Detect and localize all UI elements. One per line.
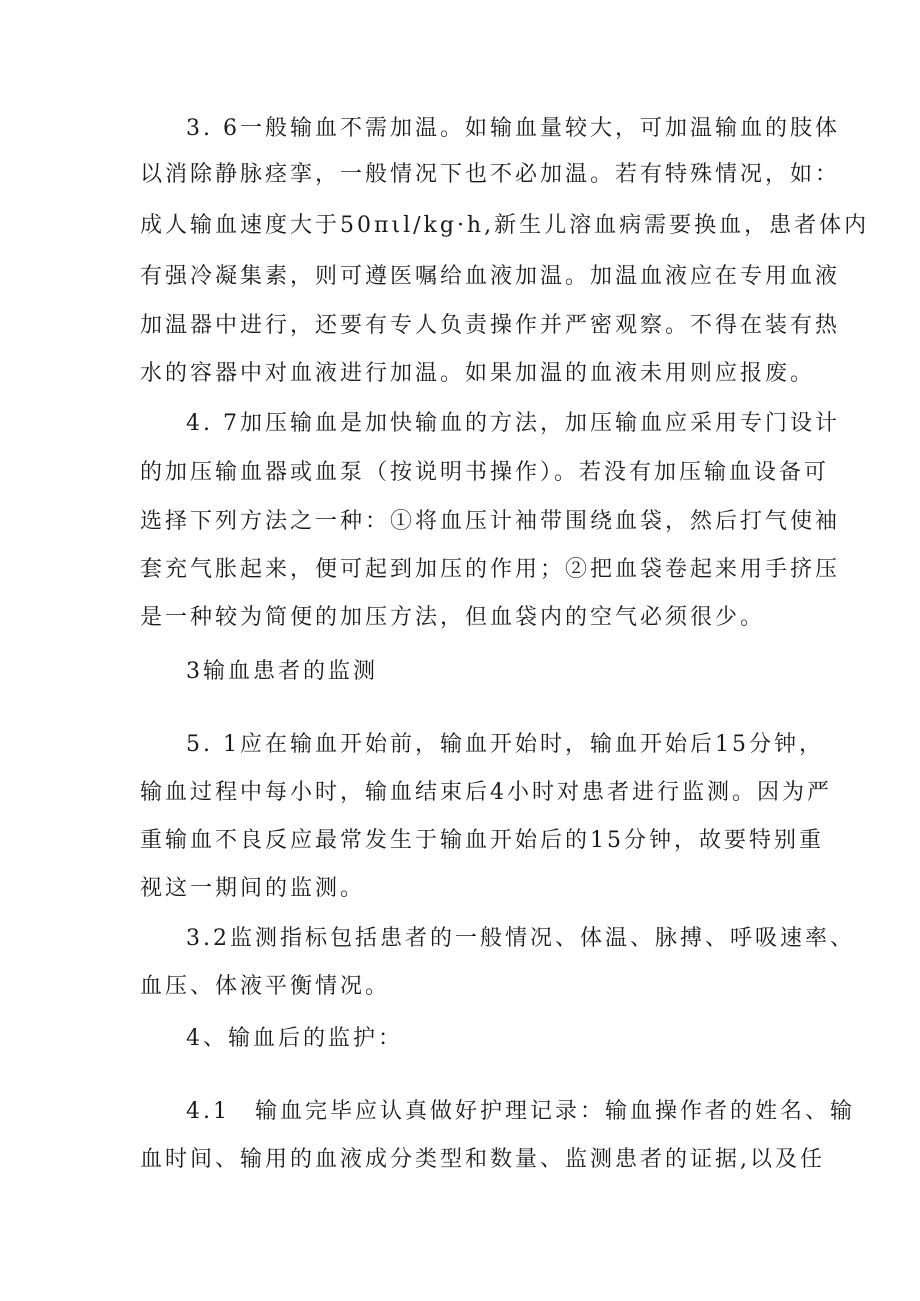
text-line-17: 3.2监测指标包括患者的一般情况、体温、脉搏、呼吸速率、 (186, 926, 855, 951)
text-line-16: 视这一期间的监测。 (140, 876, 366, 901)
text-line-20: 4.1 输血完毕应认真做好护理记录：输血操作者的姓名、输 (186, 1099, 855, 1124)
text-line-21: 血时间、输用的血液成分类型和数量、监测患者的证据,以及任 (140, 1147, 825, 1172)
text-line-15: 重输血不良反应最常发生于输血开始后的15分钟，故要特别重 (140, 828, 824, 853)
section-heading-post-transfusion: 4、输血后的监护： (186, 1026, 403, 1051)
text-line-1: 3. 6一般输血不需加温。如输血量较大，可加温输血的肢体 (186, 116, 840, 141)
text-line-10: 套充气胀起来，便可起到加压的作用；②把血袋卷起来用手挤压 (140, 557, 841, 582)
text-line-13: 5. 1应在输血开始前，输血开始时，输血开始后15分钟， (186, 732, 824, 757)
text-line-4: 有强冷凝集素，则可遵医嘱给血液加温。加温血液应在专用血液 (140, 264, 841, 289)
text-line-7: 4. 7加压输血是加快输血的方法，加压输血应采用专门设计 (186, 411, 840, 436)
text-line-5: 加温器中进行，还要有专人负责操作并严密观察。不得在装有热 (140, 313, 841, 338)
text-line-3: 成人输血速度大于50πιl∕kg·h,新生儿溶血病需要换血，患者体内 (140, 213, 870, 238)
section-heading-monitoring: 3输血患者的监测 (186, 659, 378, 684)
text-line-9: 选择下列方法之一种：①将血压计袖带围绕血袋，然后打气使袖 (140, 509, 841, 534)
text-line-6: 水的容器中对血液进行加温。如果加温的血液未用则应报废。 (140, 361, 816, 386)
text-line-2: 以消除静脉痉挛，一般情况下也不必加温。若有特殊情况，如： (140, 162, 841, 187)
text-line-18: 血压、体液平衡情况。 (140, 974, 391, 999)
text-line-8: 的加压输血器或血泵（按说明书操作）。若没有加压输血设备可 (140, 460, 830, 485)
text-line-14: 输血过程中每小时，输血结束后4小时对患者进行监测。因为严 (140, 780, 832, 805)
text-line-11: 是一种较为简便的加压方法，但血袋内的空气必须很少。 (140, 605, 766, 630)
